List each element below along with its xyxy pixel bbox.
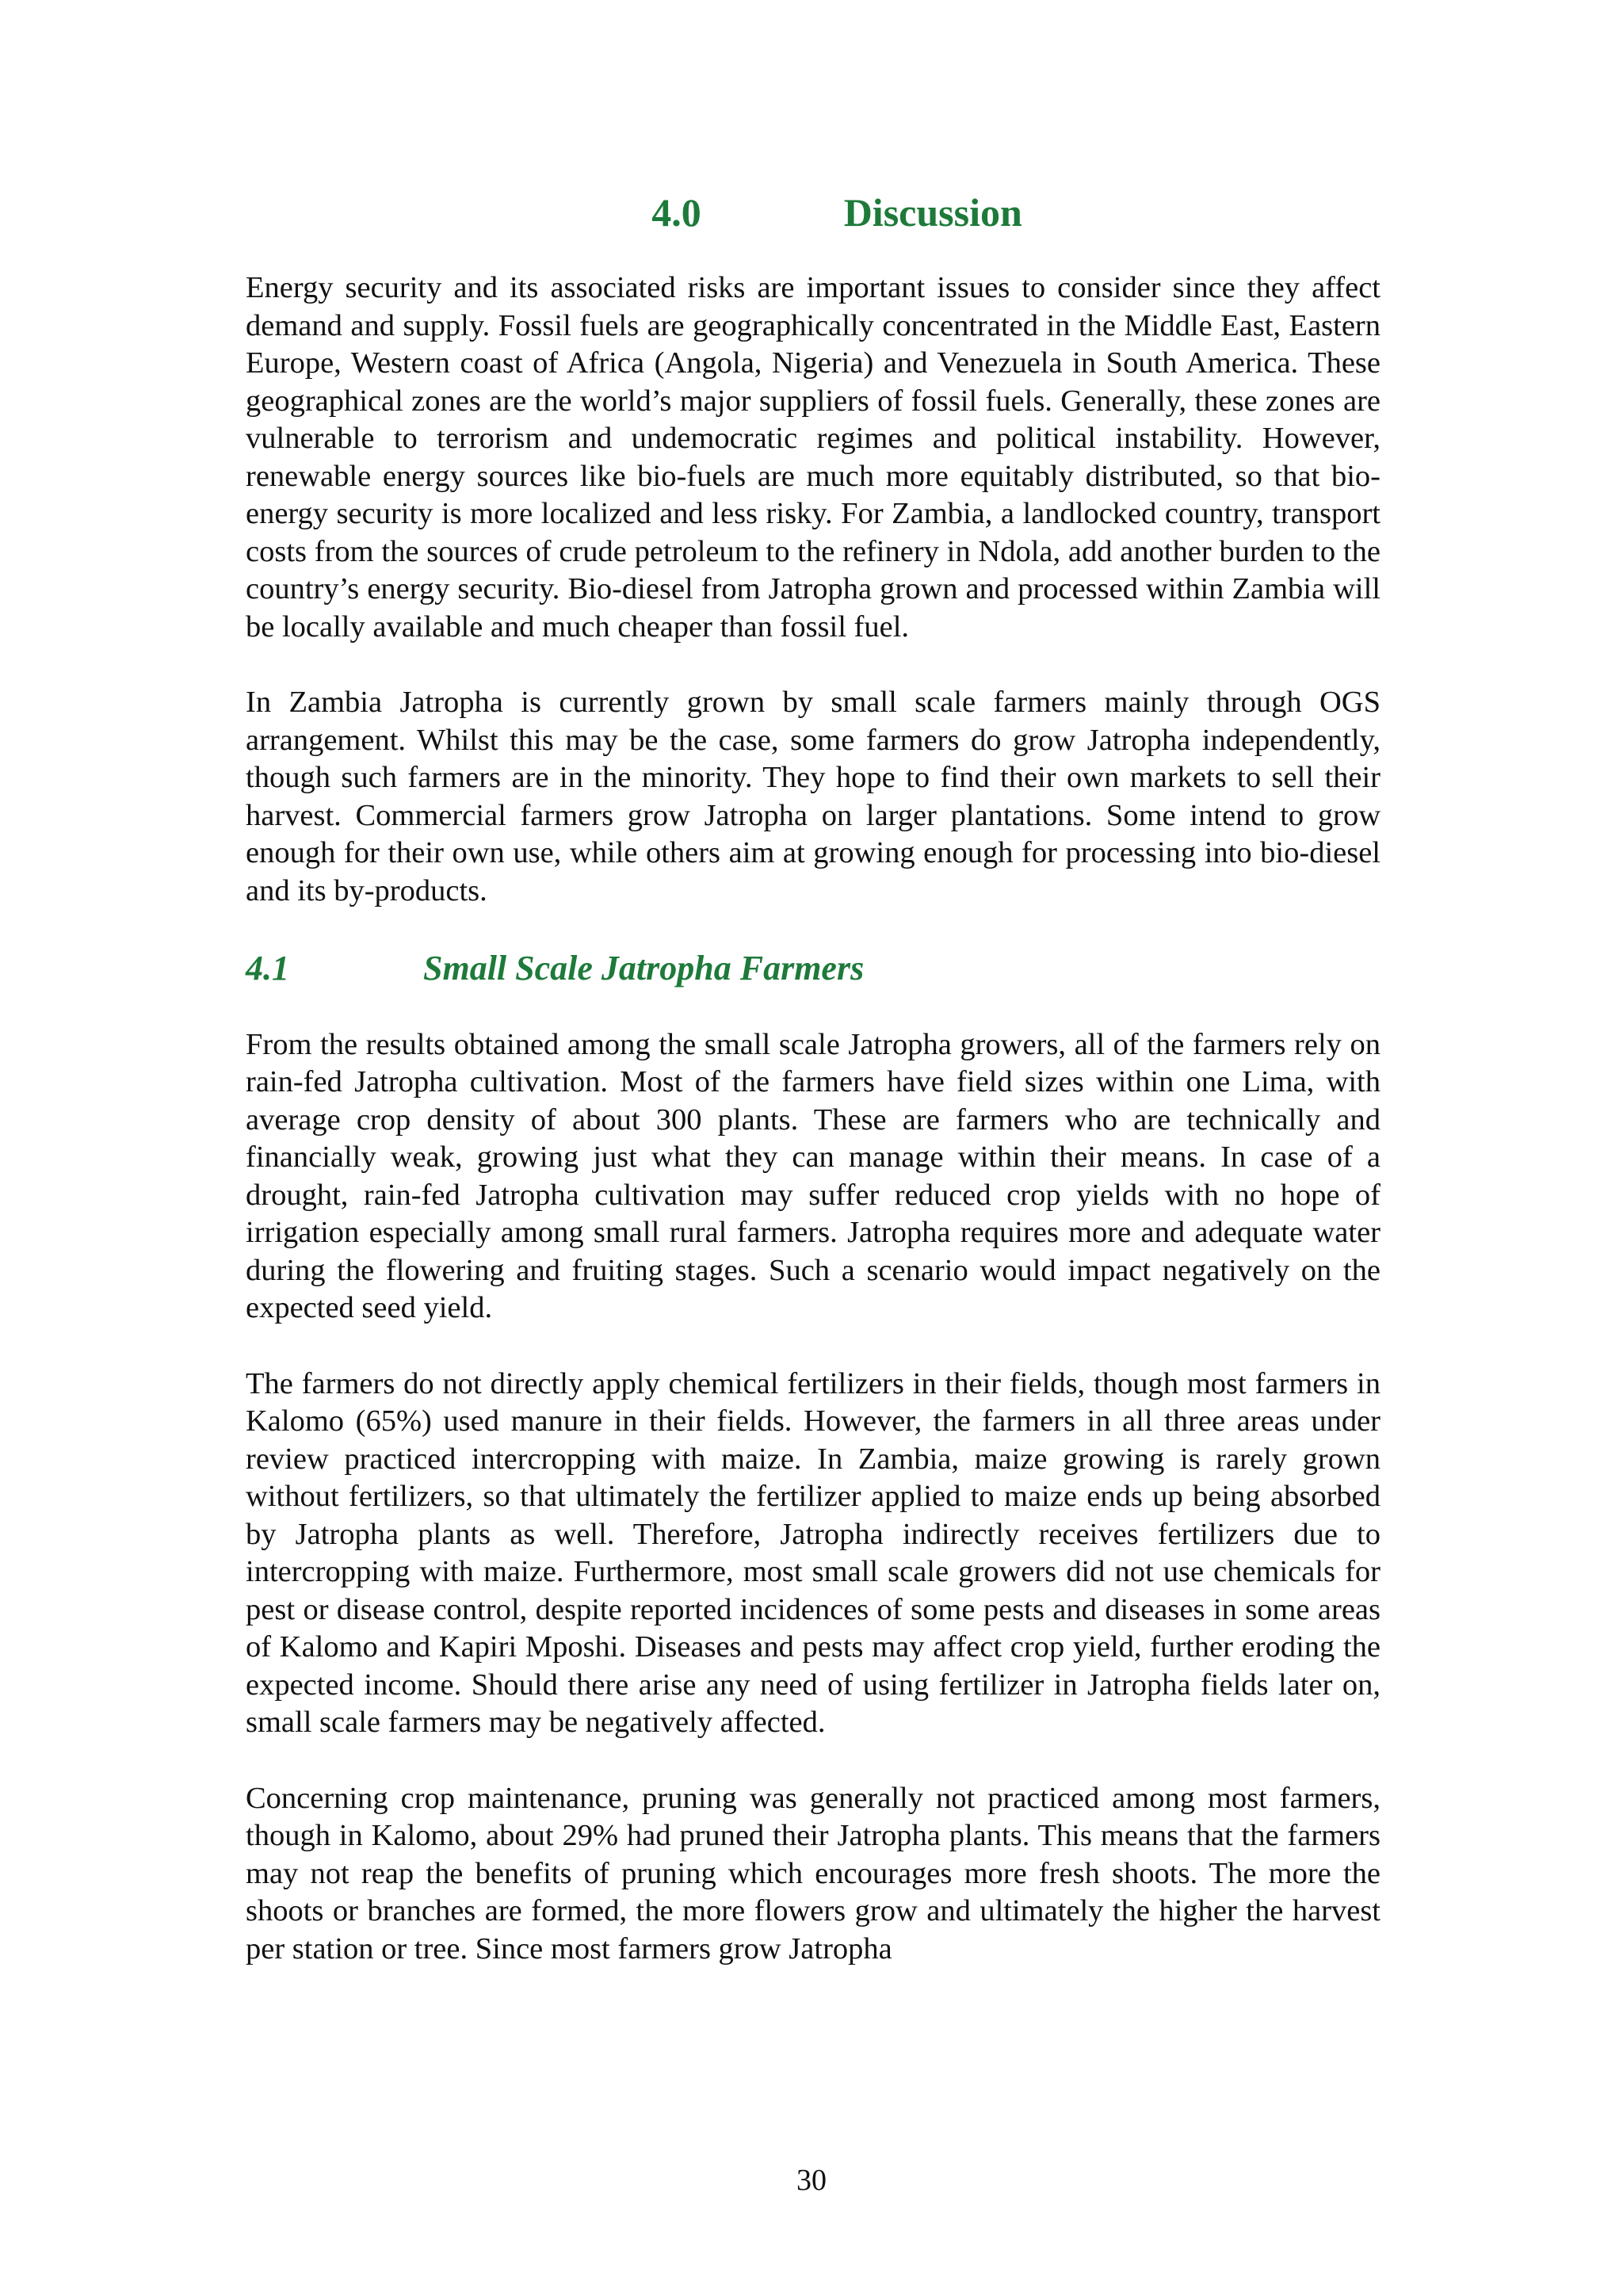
section-paragraph-2: The farmers do not directly apply chemical fertilizers in their fields, though most farmers in Kalomo (65%) used manure in their fields. However, the farmers in all three areas under review practiced intercropping with maize. In Zambia, maize growing is rarely grown without fertilizers, so that ultimately the fertilizer applied to maize ends up being absorbed by Jatropha plants as well. Therefore, Jatropha indirectly receives fertilizers due to intercropping with maize. Furthermore, most small scale growers did not use chemicals for pest or disease control, despite reported incidences of some pests and diseases in some areas of Kalomo and Kapiri Mposhi. Diseases and pests may affect crop yield, further eroding the expected income. Should there arise any need of using fertilizer in Jatropha fields later on, small scale farmers may be negatively affected. — [246, 1366, 1381, 1740]
page-number: 30 — [796, 2164, 827, 2197]
chapter-heading — [246, 189, 1381, 236]
section-paragraph-3: Concerning crop maintenance, pruning was generally not practiced among most farmers, though in Kalomo, about 29% had pruned their Jatropha plants. This means that the farmers may not reap the benefits of pruning which encourages more fresh shoots. The more the shoots or branches are formed, the more flowers grow and ultimately the higher the harvest per station or tree. Since most farmers grow Jatropha — [246, 1781, 1381, 1966]
intro-paragraph-1: Energy security and its associated risks are important issues to consider since they affect demand and supply. Fossil fuels are geographically concentrated in the Middle East, Eastern Europe, Western coast of Africa (Angola, Nigeria) and Venezuela in South America. These geographical zones are the world’s major suppliers of fossil fuels. Generally, these zones are vulnerable to terrorism and undemocratic regimes and political instability. However, renewable energy sources like bio-fuels are much more equitably distributed, so that bio-energy security is more localized and less risky. For Zambia, a landlocked country, transport costs from the sources of crude petroleum to the refinery in Ndola, add another burden to the country’s energy security. Bio-diesel from Jatropha grown and processed within Zambia will be locally available and much cheaper than fossil fuel. — [246, 271, 1381, 644]
section-paragraph-1: From the results obtained among the small scale Jatropha growers, all of the farmers rely on rain-fed Jatropha cultivation. Most of the farmers have field sizes within one Lima, with average crop density of about 300 plants. These are farmers who are technically and financially weak, growing just what they can manage within their means. In case of a drought, rain-fed Jatropha cultivation may suffer reduced crop yields with no hope of irrigation especially among small rural farmers. Jatropha requires more and adequate water during the flowering and fruiting stages. Such a scenario would impact negatively on the expected seed yield. — [246, 1027, 1381, 1325]
page-content — [246, 189, 1381, 2006]
section-heading — [246, 948, 1381, 990]
section-title: Small Scale Jatropha Farmers — [423, 949, 865, 988]
chapter-number: 4.0 — [651, 190, 701, 235]
section-number: 4.1 — [246, 949, 289, 988]
intro-paragraph-2: In Zambia Jatropha is currently grown by small scale farmers mainly through OGS arrangement. Whilst this may be the case, some farmers do grow Jatropha independently, though such farmers are in the minority. They hope to find their own markets to sell their harvest. Commercial farmers grow Jatropha on larger plantations. Some intend to grow enough for their own use, while others aim at growing enough for processing into bio-diesel and its by-products. — [246, 686, 1381, 907]
chapter-title: Discussion — [843, 190, 1022, 235]
